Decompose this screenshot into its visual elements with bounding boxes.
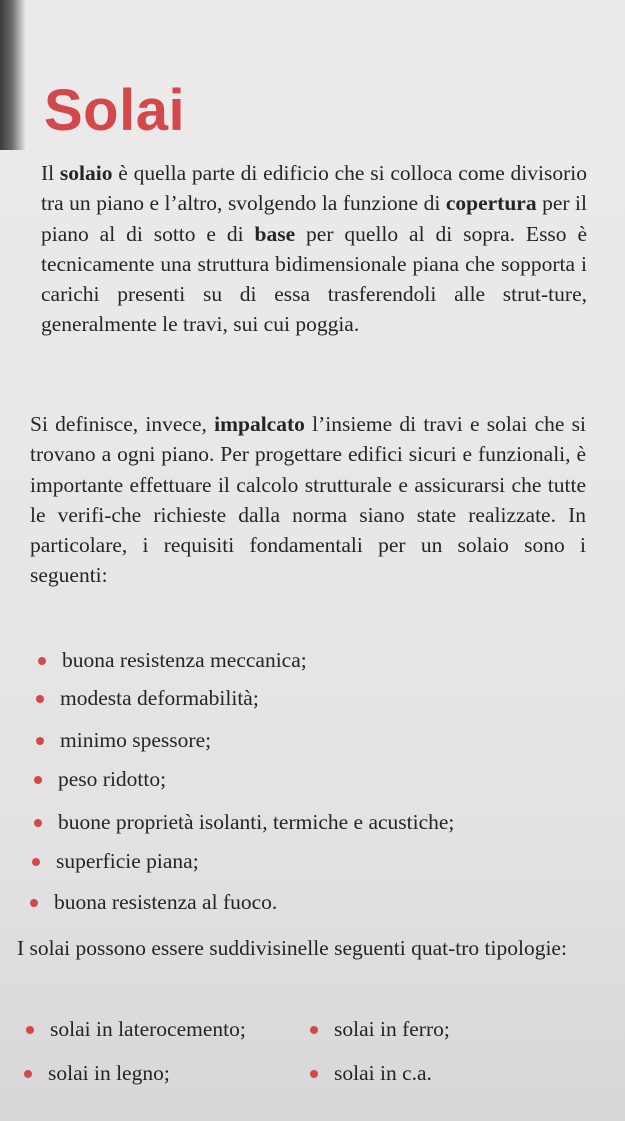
list-item	[50, 1017, 246, 1042]
list-item-text: buona resistenza meccanica;	[62, 648, 307, 672]
page-binding-shadow	[0, 0, 26, 150]
list-item-text: peso ridotto;	[58, 767, 167, 791]
bullet-dot-icon	[32, 858, 40, 866]
term-copertura: copertura	[445, 191, 537, 216]
list-item	[60, 686, 259, 711]
list-item	[334, 1061, 432, 1086]
list-item	[62, 648, 307, 673]
list-item-text: buona resistenza al fuoco.	[54, 890, 278, 914]
bullet-dot-icon	[34, 776, 42, 784]
term-solaio: solaio	[59, 161, 113, 185]
list-item-text: buone proprietà isolanti, termiche e acustiche;	[58, 810, 455, 834]
list-item	[60, 728, 211, 753]
bullet-dot-icon	[310, 1026, 318, 1034]
list-item-text: superficie piana;	[56, 849, 199, 873]
list-item	[334, 1017, 450, 1042]
bullet-dot-icon	[34, 819, 42, 827]
list-item	[56, 849, 199, 874]
bullet-dot-icon	[24, 1070, 32, 1078]
bullet-dot-icon	[36, 737, 44, 745]
list-item-text: modesta deformabilità;	[60, 686, 259, 710]
term-impalcato: impalcato	[214, 412, 305, 436]
text-run: Il	[41, 161, 60, 185]
bullet-dot-icon	[310, 1070, 318, 1078]
text-run: per il piano al di sotto e di	[41, 191, 587, 246]
text-run: per quello al di sopra. Esso è tecnicamente una struttura bidimensionale piana che sopporta i carichi presenti su di essa trasferendoli alle strut-ture, generalmente le travi, sui cui poggia.	[41, 221, 587, 337]
intro-paragraph	[41, 158, 587, 340]
bullet-dot-icon	[26, 1026, 34, 1034]
bullet-dot-icon	[36, 695, 44, 703]
list-item	[58, 767, 166, 792]
page-title: Solai	[44, 77, 186, 143]
text-run: l’insieme di travi e solai che si trovano a ogni piano. Per progettare edifici sicuri e funzionali, è importante effettuare il calcolo strutturale e assicurarsi che tutte le verifi-che richieste dalla norma siano state realizzate. In particolare, i requisiti fondamentali per un solaio sono i seguenti:	[30, 412, 587, 588]
list-item	[48, 1061, 170, 1086]
bullet-dot-icon	[30, 899, 38, 907]
list-item	[58, 810, 454, 835]
types-intro-paragraph: I solai possono essere suddivisinelle seguenti quat-tro tipologie:	[17, 936, 567, 960]
text-run: Si definisce, invece,	[30, 412, 215, 436]
term-base: base	[254, 221, 296, 246]
list-item-text: solai in legno;	[48, 1061, 170, 1085]
list-item-text: solai in ferro;	[334, 1017, 450, 1041]
impalcato-paragraph	[30, 409, 586, 591]
list-item-text: solai in c.a.	[334, 1061, 432, 1085]
list-item-text: minimo spessore;	[60, 728, 212, 752]
list-item	[54, 890, 277, 915]
list-item-text: solai in laterocemento;	[50, 1017, 246, 1041]
bullet-dot-icon	[38, 657, 46, 665]
text-run: è quella parte di edificio che si colloca come divisorio tra un piano e l’altro, svolgendo la funzione di	[41, 161, 587, 216]
